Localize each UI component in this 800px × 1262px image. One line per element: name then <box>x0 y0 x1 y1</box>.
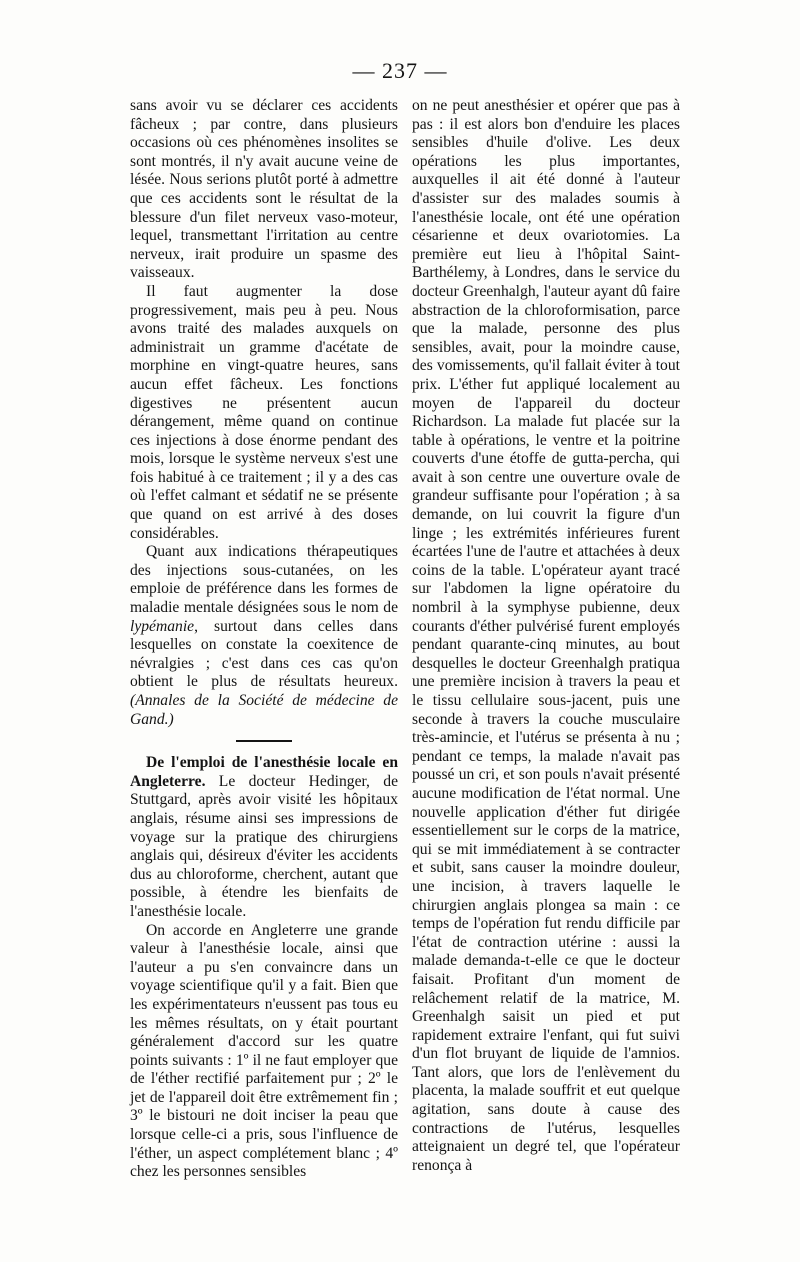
paragraph: on ne peut anesthésier et opérer que pas à pas : il est alors bon d'enduire les places sensibles d'huile d'olive. Les deux opérations les plus importantes, auxquelles il ait été donné à l'auteur d'assister sur des malades soumis à l'anesthésie locale, ont été une opération césarienne et deux ovariotomies. La première eut lieu à l'hôpital Saint-Barthélemy, à Londres, dans le service du docteur Greenhalgh, l'auteur ayant dû faire abstraction de la chloroformisation, parce que la malade, personne des plus sensibles, avait, pour la moindre cause, des vomissements, qu'il fallait éviter à tout prix. L'éther fut appliqué localement au moyen de l'appareil du docteur Richardson. La malade fut placée sur la table à opérations, le ventre et la poitrine couverts d'une étoffe de gutta-percha, qui avait à son centre une ouverture ovale de grandeur suffisante pour l'opération ; à sa demande, on lui couvrit la figure d'un linge ; les extrémités inférieures furent écartées l'une de l'autre et attachées à deux coins de la table. L'opérateur ayant tracé sur l'abdomen la ligne opératoire du nombril à la symphyse pubienne, deux courants d'éther pulvérisé furent employés pendant quarante-cinq minutes, au bout desquelles le docteur Greenhalgh pratiqua une première incision à travers la peau et le tissu cellulaire sous-jacent, puis une seconde à travers la couche musculaire très-amincie, et l'utérus se présenta à nu ; pendant ce temps, la malade n'avait pas poussé un cri, et son pouls n'avait présenté aucune modification de l'état normal. Une nouvelle application d'éther fut dirigée essentiellement sur le corps de la matrice, qui se mit immédiatement à se contracter et subit, sans causer la moindre douleur, une incision, à travers laquelle le chirurgien anglais plongea sa main : ce temps de l'opération fut rendu difficile par l'état de contraction utérine : aussi la malade demanda-t-elle ce que le docteur faisait. Profitant d'un moment de relâchement relatif de la matrice, M. Greenhalgh saisit un pied et put rapidement extraire l'enfant, qui fut suivi d'un flot bruyant de liquide de l'amnios. Tant alors, que lors de l'enlèvement du placenta, la malade souffrit et eut quelque agitation, sans doute à cause des contractions de l'utérus, lesquelles atteignaient un degré tel, que l'opérateur renonça à <box>412 97 680 1174</box>
paragraph: On accorde en Angleterre une grande valeur à l'anesthésie locale, ainsi que l'auteur a pu s'en convaincre dans un voyage scientifique qu'il y a fait. Bien que les expérimentateurs n'eussent pas tous eu les mêmes résultats, on y était pourtant généralement d'accord sur les quatre points suivants : 1º il ne faut employer que de l'éther rectifié parfaitement pur ; 2º le jet de l'appareil doit être extrêmement fin ; 3º le bistouri ne doit inciser la peau que lorsque celle-ci a pris, sous l'influence de l'éther, un aspect complétement blanc ; 4º chez les personnes sensibles <box>130 921 398 1181</box>
paragraph <box>130 543 398 729</box>
paragraph-text: , surtout dans celles dans lesquelles on constate la coexitence de névralgies ; c'est dans ces cas qu'on obtient le plus de résultats heureux. <box>130 617 398 691</box>
source-citation: (Annales de la Société de médecine de Gand.) <box>130 692 398 728</box>
left-column <box>130 97 398 1182</box>
paragraph <box>130 754 398 921</box>
paragraph-text: Le docteur Hedinger, de Stuttgard, après avoir visité les hôpitaux anglais, résume ainsi ses impressions de voyage sur la pratique des chirurgiens anglais qui, désireux d'éviter les accidents dus au chloroforme, cherchent, autant que possible, à étendre les bienfaits de l'anesthésie locale. <box>130 772 398 920</box>
paragraph: sans avoir vu se déclarer ces accidents fâcheux ; par contre, dans plusieurs occasions où ces phénomènes insolites se sont montrés, il n'y avait aucune veine de lésée. Nous serions plutôt porté à admettre que ces accidents sont le résultat de la blessure d'un filet nerveux vaso-moteur, lequel, transmettant l'irritation au centre nerveux, irait produire un spasme des vaisseaux. <box>130 97 398 282</box>
page-number: — 237 — <box>352 58 448 83</box>
paragraph-text: Quant aux indications thérapeutiques des injections sous-cutanées, on les emploie de préférence dans les formes de maladie mentale désignées sous le nom de <box>130 543 398 617</box>
right-column <box>412 97 680 1175</box>
italic-term: lypémanie <box>130 617 195 635</box>
section-heading: De l'emploi de l'anesthésie locale en Angleterre. <box>130 754 398 790</box>
paragraph: Il faut augmenter la dose progressivement, mais peu à peu. Nous avons traité des malades auxquels on administrait un gramme d'acétate de morphine en vingt-quatre heures, sans aucun effet fâcheux. Les fonctions digestives ne présentent aucun dérangement, même quand on continue ces injections à dose énorme pendant des mois, lorsque le système nerveux s'est une fois habitué à ce traitement ; il y a des cas où l'effet calmant et sédatif ne se présente que quand on est arrivé à des doses considérables. <box>130 282 398 542</box>
section-divider <box>236 740 292 742</box>
